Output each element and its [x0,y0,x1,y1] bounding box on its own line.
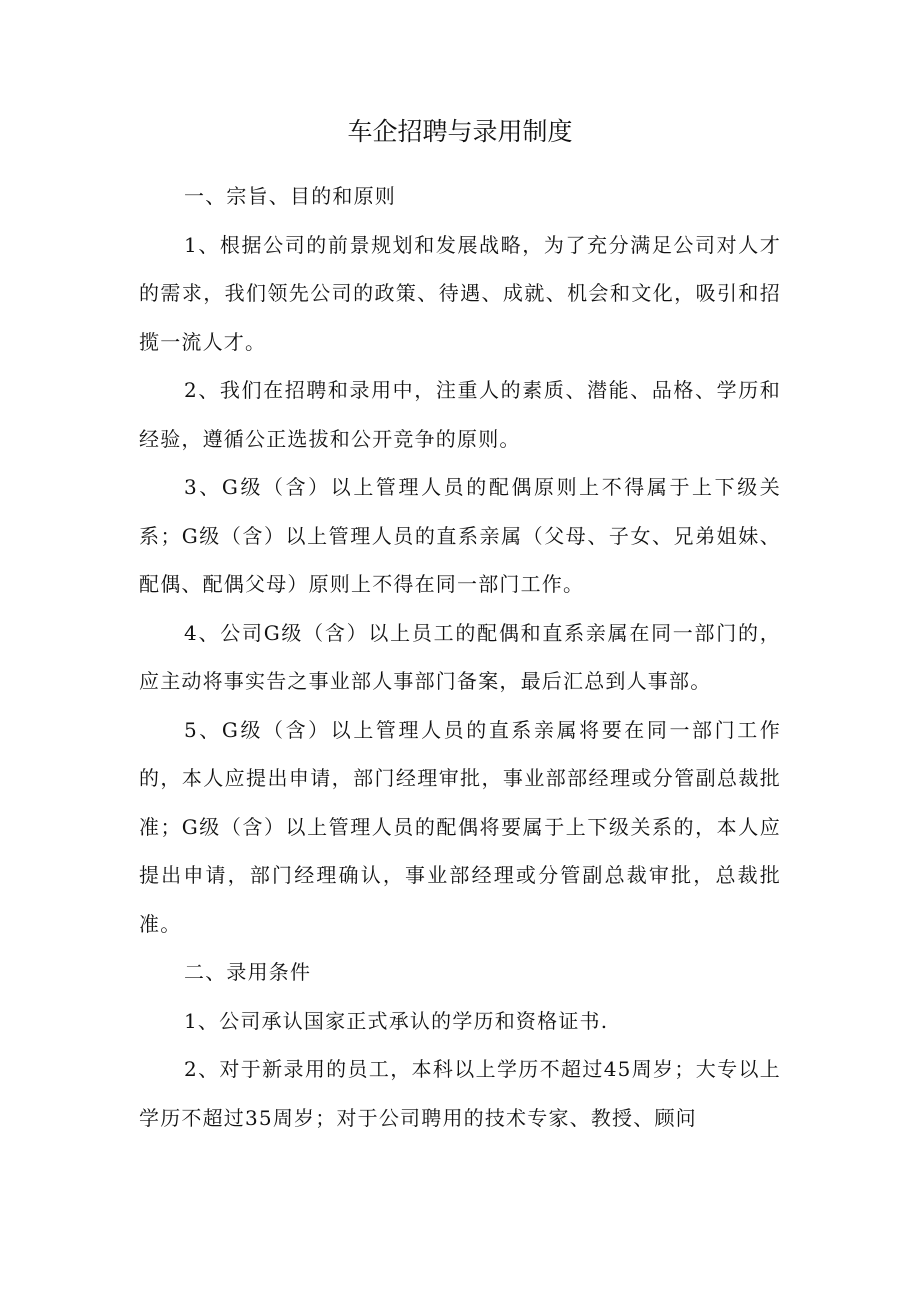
paragraph-1-5: 5、G级（含）以上管理人员的直系亲属将要在同一部门工作的，本人应提出申请，部门经理审批，事业部部经理或分管副总裁批准；G级（含）以上管理人员的配偶将要属于上下级关系的，本人应提出申请，部门经理确认，事业部经理或分管副总裁审批，总裁批准。 [139,717,781,936]
document-title: 车企招聘与录用制度 [347,117,573,146]
section-heading-purpose: 一、宗旨、目的和原则 [184,184,396,208]
paragraph-2-2: 2、对于新录用的员工，本科以上学历不超过45周岁；大专以上学历不超过35周岁；对于公司聘用的技术专家、教授、顾问 [139,1057,781,1130]
paragraph-1-2: 2、我们在招聘和录用中，注重人的素质、潜能、品格、学历和经验，遵循公正选拔和公开竞争的原则。 [139,378,781,451]
paragraph-1-1: 1、根据公司的前景规划和发展战略，为了充分满足公司对人才的需求，我们领先公司的政策、待遇、成就、机会和文化，吸引和招揽一流人才。 [139,232,781,354]
section-heading-conditions: 二、录用条件 [184,960,312,984]
paragraph-1-4: 4、公司G级（含）以上员工的配偶和直系亲属在同一部门的，应主动将事实告之事业部人事部门备案，最后汇总到人事部。 [139,620,781,693]
paragraph-1-3: 3、G级（含）以上管理人员的配偶原则上不得属于上下级关系；G级（含）以上管理人员的直系亲属（父母、子女、兄弟姐妹、配偶、配偶父母）原则上不得在同一部门工作。 [139,475,781,596]
document-body [139,172,781,1142]
paragraph-2-1: 1、公司承认国家正式承认的学历和资格证书. [184,1008,609,1033]
